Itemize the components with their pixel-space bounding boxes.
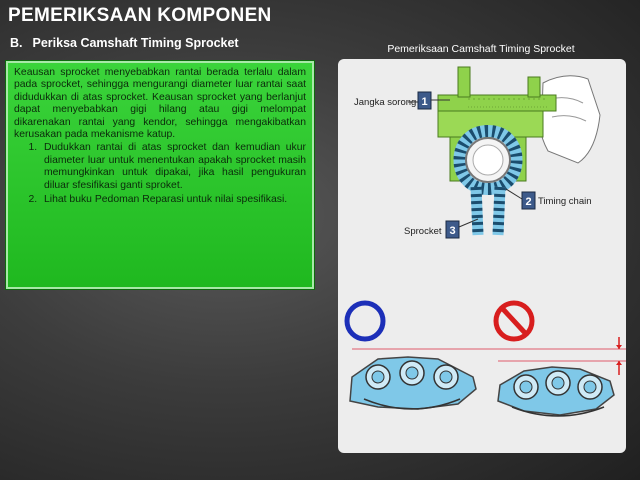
diagram-caption: Pemeriksaan Camshaft Timing Sprocket — [387, 43, 575, 55]
section-letter: B. — [10, 36, 23, 50]
ok-circle-icon — [347, 303, 383, 339]
callout-number-3: 3 — [449, 225, 456, 237]
worn-sprocket-example — [498, 367, 614, 416]
step-item-2: 2. Lihat buku Pedoman Reparasi untuk nilai spesifikasi. — [40, 194, 306, 206]
step-list — [14, 142, 306, 206]
callout-label-chain: Timing chain — [538, 196, 592, 207]
slide-title: PEMERIKSAAN KOMPONEN — [8, 5, 272, 26]
callout-number-2: 2 — [525, 196, 532, 208]
sprocket-and-chain — [460, 131, 517, 235]
section-title: Periksa Camshaft Timing Sprocket — [32, 36, 239, 50]
inspection-diagram — [338, 59, 626, 453]
section-heading — [10, 36, 239, 50]
step-item-1: 1. Dudukkan rantai di atas sprocket dan kemudian ukur diameter luar untuk menentukan apakah sprocket masih memungkinkan untuk dipakai, jika hasil pengukuran diluar sfesifikasi ganti sproket. — [40, 142, 306, 192]
hand-illustration — [540, 76, 600, 163]
callout-label-sprocket: Sprocket — [404, 226, 442, 237]
callout-number-1: 1 — [421, 96, 428, 108]
ng-prohibited-icon — [496, 303, 532, 339]
good-sprocket-example — [350, 357, 476, 409]
inspection-illustration — [338, 59, 626, 453]
description-text-box — [5, 60, 315, 290]
callout-label-caliper: Jangka sorong — [354, 97, 417, 108]
description-paragraph: Keausan sprocket menyebabkan rantai berada terlalu dalam pada sprocket, sehingga mengurangi diameter luar rantai saat didudukkan di atas sprocket. Keausan sprocket yang berlanjut dapat menyebabkan gigi hilang atau gigi melompat dikarenakan rantai yang kendor, sehingga mengakibatkan kerusakan pada mekanisme katup. — [14, 67, 306, 141]
